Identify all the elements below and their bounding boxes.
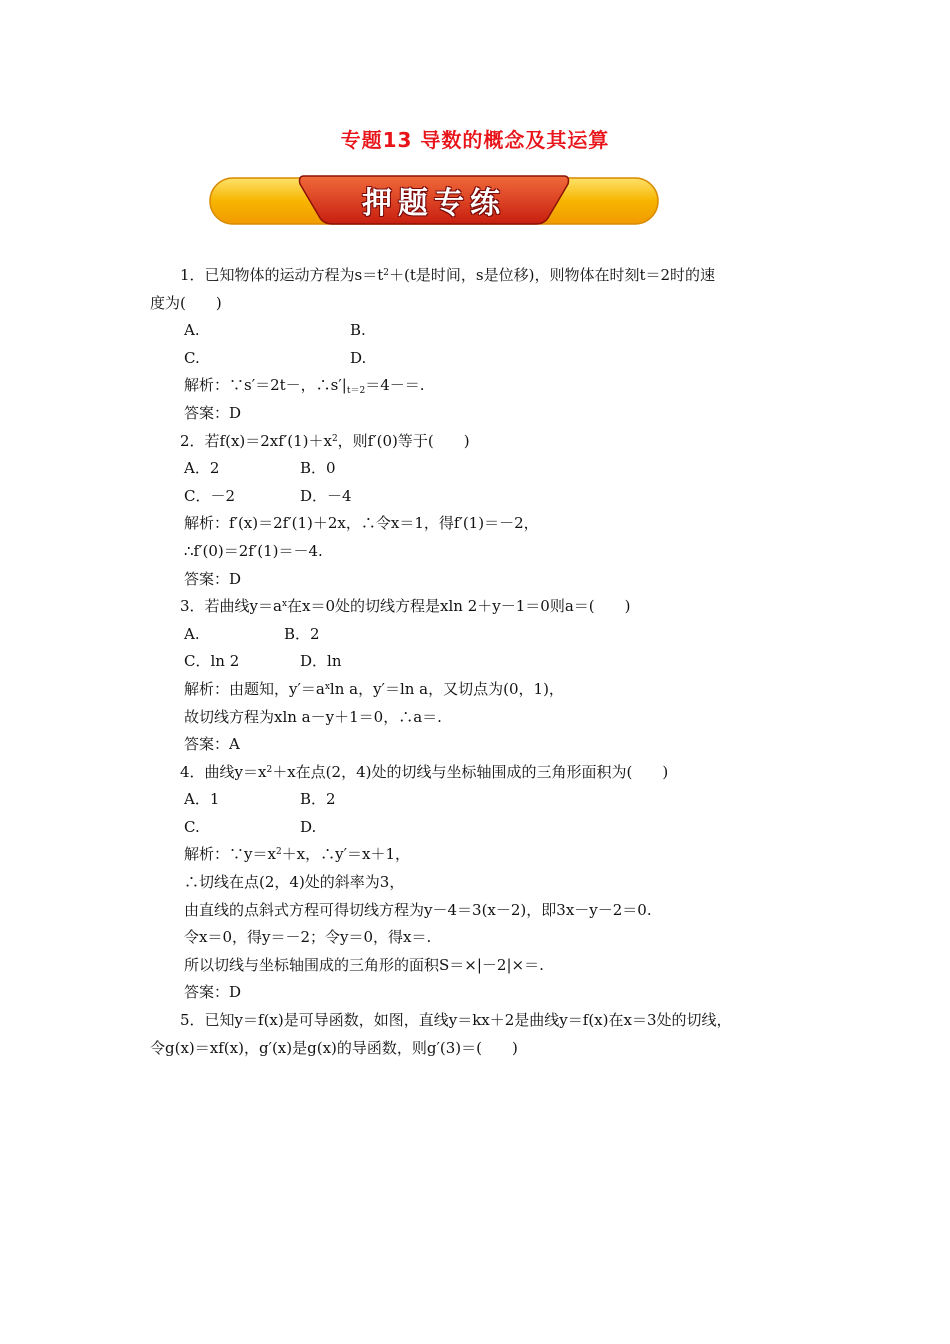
q4-explanation-4: 令x＝0，得y＝－2；令y＝0，得x＝. xyxy=(184,928,432,947)
q1-option-d: D. xyxy=(350,348,367,367)
q3-option-a: A. xyxy=(184,624,200,643)
q3-options-ab xyxy=(150,621,830,649)
q3-option-b: B．2 xyxy=(284,624,320,643)
q1-stem-cont: 度为( ) xyxy=(150,293,222,312)
q1-options-ab xyxy=(150,317,830,345)
q1-option-b: B. xyxy=(350,321,366,340)
q2-options-cd xyxy=(150,483,830,511)
q3-answer: 答案：A xyxy=(184,735,240,754)
section-banner xyxy=(208,172,660,228)
q4-option-b: B．2 xyxy=(300,790,336,809)
q4-explanation-1: 解析：$\because y=x^2+x$，∴y′＝x＋1， xyxy=(184,845,411,864)
q2-explanation-2: ∴f′(0)＝2f′(1)＝－4. xyxy=(184,541,323,560)
q2-options-ab xyxy=(150,455,830,483)
q4-option-c: C. xyxy=(184,817,200,836)
q4-explanation-5: 所以切线与坐标轴围成的三角形的面积S＝×|－2|×＝. xyxy=(184,955,544,974)
q1-stem: 1．已知物体的运动方程为$s=t^2+(t$是时间，s是位移)，则物体在时刻t＝2时的速 xyxy=(180,266,716,284)
q4-options-ab xyxy=(150,786,830,814)
q2-explanation-1: 解析：f′(x)＝2f′(1)＋2x，∴令x＝1，得f′(1)＝－2， xyxy=(184,514,539,533)
q1-explanation: 解析：∵s′＝2t－，$\therefore s'|_{t=2}=4-=$. xyxy=(184,376,425,397)
q3-options-cd xyxy=(150,648,830,676)
q2-option-b: B．0 xyxy=(300,459,336,478)
q3-stem: 3．若曲线$y=a^x$在x＝0处的切线方程是xln 2＋y－1＝0则a＝( ) xyxy=(180,597,631,616)
q2-option-a: A．2 xyxy=(184,459,220,478)
q2-option-d: D．－4 xyxy=(300,486,352,505)
q4-answer: 答案：D xyxy=(184,983,242,1002)
q1-option-c: C. xyxy=(184,348,200,367)
q4-option-a: A．1 xyxy=(184,790,220,809)
q1-options-cd xyxy=(150,345,830,373)
q4-options-cd xyxy=(150,814,830,842)
q2-stem: 2．若$f(x)=2xf'(1)+x^2$，则f′(0)等于( ) xyxy=(180,431,470,450)
exercise-list xyxy=(150,262,830,1062)
q3-option-c: C．ln 2 xyxy=(184,652,240,671)
q1-answer: 答案：D xyxy=(184,403,242,422)
page-title: 专题13 导数的概念及其运算 xyxy=(340,128,610,152)
q5-stem: 5．已知y＝f(x)是可导函数，如图，直线y＝kx＋2是曲线y＝f(x)在x＝3处的切线， xyxy=(180,1011,732,1030)
q2-answer: 答案：D xyxy=(184,569,242,588)
q4-stem: 4．曲线$y=x^2+x$在点(2，4)处的切线与坐标轴围成的三角形面积为( ) xyxy=(180,762,669,781)
q2-option-c: C．－2 xyxy=(184,486,236,505)
banner-label: 押题专练 xyxy=(362,186,506,221)
q4-option-d: D. xyxy=(300,817,317,836)
q4-explanation-2: ∴切线在点(2，4)处的斜率为3， xyxy=(184,873,405,892)
q3-explanation-1: 解析：由题知，$y'=a^x\ln$ a，y′＝ln a，又切点为(0，1)， xyxy=(184,679,564,698)
q5-stem-cont: 令g(x)＝xf(x)，g′(x)是g(x)的导函数，则g′(3)＝( ) xyxy=(150,1038,518,1057)
q1-option-a: A. xyxy=(184,321,200,340)
q3-option-d: D．ln xyxy=(300,652,342,671)
q4-explanation-3: 由直线的点斜式方程可得切线方程为y－4＝3(x－2)，即3x－y－2＝0. xyxy=(184,900,652,919)
q3-explanation-2: 故切线方程为xln a－y＋1＝0，∴a＝. xyxy=(184,707,442,726)
